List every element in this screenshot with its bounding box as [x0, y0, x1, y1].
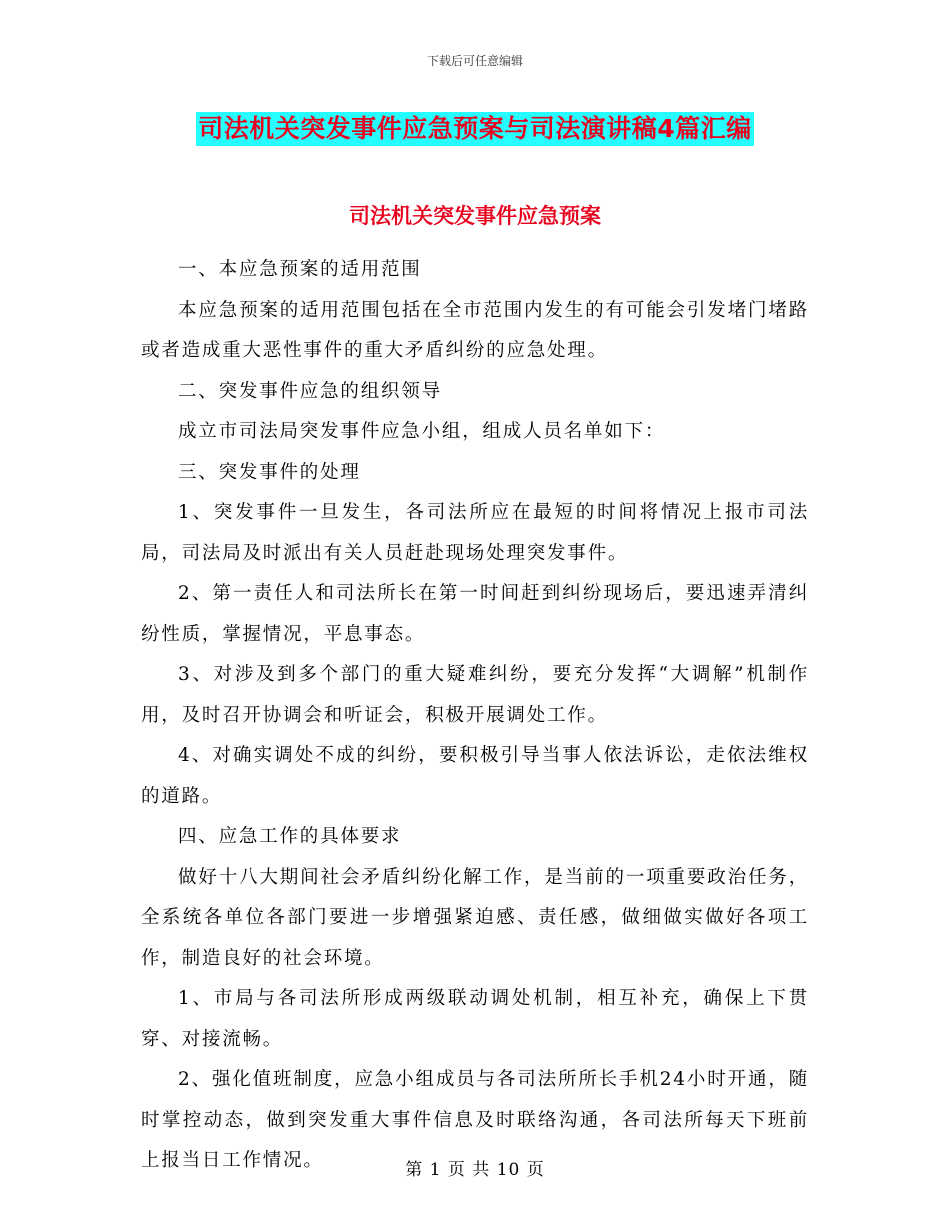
section-title: 司法机关突发事件应急预案: [349, 204, 601, 228]
paragraph: 一、本应急预案的适用范围: [178, 259, 422, 280]
paragraph: 三、突发事件的处理: [178, 461, 361, 483]
page-footer: 第 1 页 共 10 页: [405, 1160, 545, 1180]
paragraph: 2、强化值班制度，应急小组成员与各司法所所长手机24小时开通，随时掌控动态，做到突发重大事件信息及时联络沟通，各司法所每天下班前上报当日工作情况。: [141, 1069, 809, 1171]
paragraph: 1、突发事件一旦发生，各司法所应在最短的时间将情况上报市司法局，司法局及时派出有关人员赶赴现场处理突发事件。: [141, 502, 809, 564]
paragraph: 成立市司法局突发事件应急小组，组成人员名单如下：: [178, 421, 666, 442]
paragraph: 2、第一责任人和司法所长在第一时间赶到纠纷现场后，要迅速弄清纠纷性质，掌握情况，平息事态。: [141, 583, 809, 645]
document-title-wrap: [0, 112, 950, 146]
paragraph: 3、对涉及到多个部门的重大疑难纠纷，要充分发挥“大调解”机制作用，及时召开协调会和听证会，积极开展调处工作。: [141, 664, 809, 726]
paragraph: 本应急预案的适用范围包括在全市范围内发生的有可能会引发堵门堵路或者造成重大恶性事件的重大矛盾纠纷的应急处理。: [141, 299, 809, 361]
header-note: 下载后可任意编辑: [426, 54, 523, 68]
document-title: 司法机关突发事件应急预案与司法演讲稿4篇汇编: [196, 112, 753, 146]
paragraph: 做好十八大期间社会矛盾纠纷化解工作，是当前的一项重要政治任务，全系统各单位各部门要进一步增强紧迫感、责任感，做细做实做好各项工作，制造良好的社会环境。: [141, 866, 809, 969]
document-body: [141, 250, 809, 1182]
paragraph: 四、应急工作的具体要求: [178, 826, 402, 847]
paragraph: 4、对确实调处不成的纠纷，要积极引导当事人依法诉讼，走依法维权的道路。: [141, 745, 809, 807]
paragraph: 1、市局与各司法所形成两级联动调处机制，相互补充，确保上下贯穿、对接流畅。: [141, 988, 809, 1050]
paragraph: 二、突发事件应急的组织领导: [178, 380, 442, 402]
